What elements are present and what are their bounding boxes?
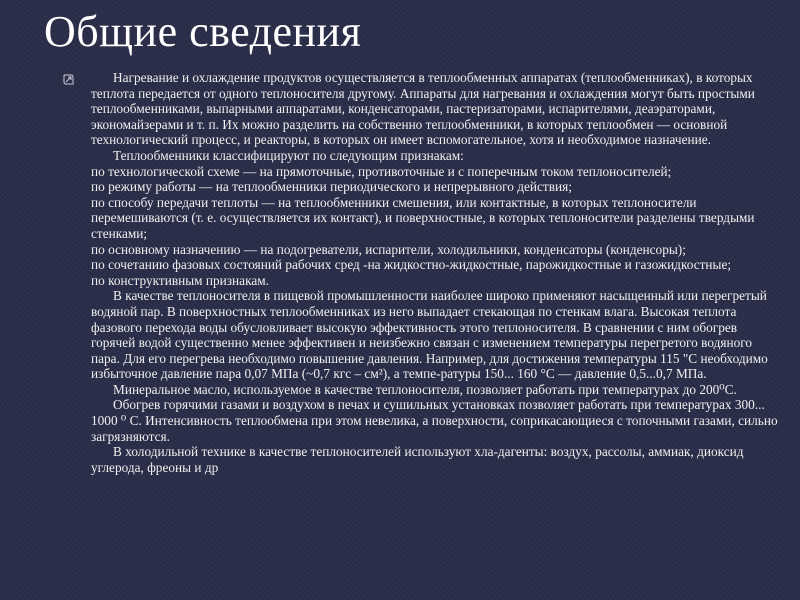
paragraph: Обогрев горячими газами и воздухом в печах и сушильных установках позволяет работать при температурах 300... 1000 ⁰ С. Интенсивность теплообмена при этом невелика, а поверхности, соприкасающиеся с топочными газами, сильно загрязняются. bbox=[91, 397, 778, 444]
paragraph: Минеральное масло, используемое в качестве теплоносителя, позволяет работать при температурах до 200⁰С. bbox=[113, 381, 737, 397]
paragraph: по конструктивным признакам. bbox=[91, 272, 269, 288]
paragraph: по способу передачи теплоты — на теплообменники смешения, или контактные, в которых теплоносители перемешиваются (т. е. осуществляется их контакт), и поверхностные, в которых теплоносители разделены твердыми стенками; bbox=[91, 194, 755, 241]
paragraph: по сочетанию фазовых состояний рабочих сред -на жидкостно-жидкостные, парожидкостные и газожидкостные; bbox=[91, 257, 732, 273]
paragraph: Теплообменники классифицируют по следующим признакам: bbox=[113, 147, 464, 163]
paragraph: В холодильной технике в качестве теплоносителей используют хла-дагенты: воздух, рассолы, аммиак, диоксид углерода, фреоны и др bbox=[91, 444, 744, 475]
paragraph: по основному назначению — на подогреватели, испарители, холодильники, конденсаторы (конденсоры); bbox=[91, 241, 686, 257]
slide-body bbox=[91, 70, 781, 475]
paragraph: В качестве теплоносителя в пищевой промышленности наиболее широко применяют насыщенный или перегретый водяной пар. В поверхностных теплообменниках из него выпадает стекающая по стенкам влага. Высокая теплота фазового перехода воды обусловливает высокую эффективность этого теплоносителя. В сравнении с ним обогрев горячей водой существенно менее эффективен и неизбежно связан с изменением температуры перегретого водяного пара. Для его перегрева необходимо повышение давления. Например, для достижения температуры 115 "С необходимо избыточное давление пара 0,07 МПа (~0,7 кгс – см²), а темпе-ратуры 150... 160 °С — давление 0,5...0,7 МПа. bbox=[91, 288, 768, 382]
paragraph: Нагревание и охлаждение продуктов осуществляется в теплообменных аппаратах (теплообменниках), в которых теплота передается от одного теплоносителя другому. Аппараты для нагревания и охлаждения могут быть простыми теплообменниками, выпарными аппаратами, конденсаторами, пастеризаторами, испарителями, деаэраторами, экономайзерами и т. п. Их можно разделить на собственно теплообменники, в которых теплообмен — основной технологический процесс, и реакторы, в которых он имеет вспомогательное, хотя и необходимое назначение. bbox=[91, 70, 755, 148]
scroll-arrow-bullet-icon bbox=[62, 73, 76, 87]
paragraph: по технологической схеме — на прямоточные, противоточные и с поперечным током теплоносителей; bbox=[91, 163, 672, 179]
paragraph: по режиму работы — на теплообменники периодического и непрерывного действия; bbox=[91, 179, 572, 195]
slide-title: Общие сведения bbox=[44, 7, 362, 56]
